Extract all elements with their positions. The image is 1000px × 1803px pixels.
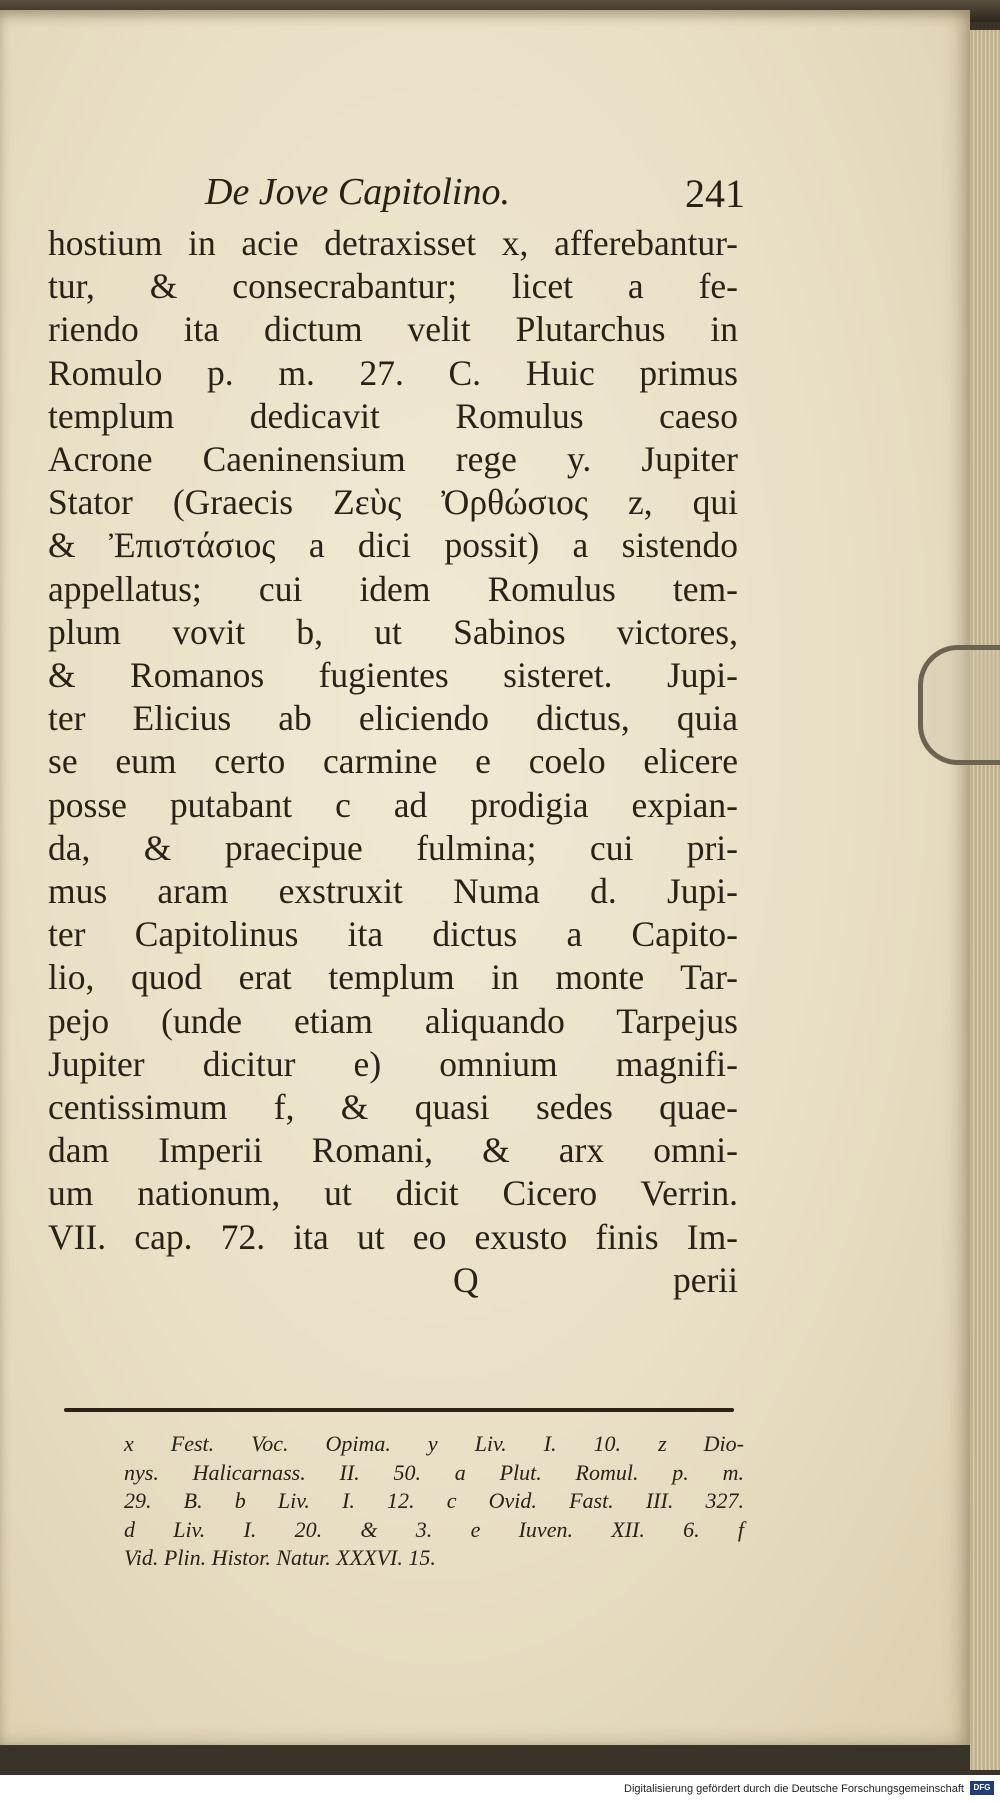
text-line: centissimum f, & quasi sedes quae-: [48, 1087, 738, 1128]
text-line: Acrone Caeninensium rege y. Jupiter: [48, 439, 738, 480]
dfg-logo-icon: DFG: [970, 1781, 994, 1795]
footnote-line: 29. B. b Liv. I. 12. c Ovid. Fast. III. 327.: [124, 1488, 744, 1513]
text-line: pejo (unde etiam aliquando Tarpejus: [48, 1000, 738, 1041]
credit-text: Digitalisierung gefördert durch die Deutsche Forschungsgemeinschaft: [624, 1783, 964, 1795]
footnote-line: d Liv. I. 20. & 3. e Iuven. XII. 6. f: [124, 1516, 744, 1542]
text-line: ter Elicius ab eliciendo dictus, quia: [48, 698, 738, 739]
catchword: perii: [672, 1259, 738, 1300]
footnote-line: Vid. Plin. Histor. Natur. XXXVI. 15.: [124, 1545, 436, 1570]
text-line: tur, & consecrabantur; licet a fe-: [48, 266, 738, 307]
footnotes: [124, 1430, 744, 1573]
book-page: [0, 10, 970, 1745]
page-clip: [918, 645, 1000, 765]
footnote-line: x Fest. Voc. Opima. y Liv. I. 10. z Dio-: [124, 1431, 744, 1456]
footnote-rule: [64, 1408, 734, 1412]
text-line: se eum certo carmine e coelo elicere: [48, 741, 738, 782]
text-line: plum vovit b, ut Sabinos victores,: [48, 611, 738, 652]
footnote-line: nys. Halicarnass. II. 50. a Plut. Romul. p. m.: [124, 1459, 744, 1485]
page-number: 241: [685, 171, 745, 216]
text-line: mus aram exstruxit Numa d. Jupi-: [48, 871, 738, 912]
text-line: Stator (Graecis Ζεὺς Ὀρθώσιος z, qui: [48, 482, 738, 523]
text-line: & Ἐπιστάσιος a dici possit) a sistendo: [48, 525, 738, 566]
page-stack-edge: [970, 30, 1000, 1770]
catchword-line: [48, 1259, 738, 1302]
running-title: De Jove Capitolino.: [205, 171, 510, 213]
text-line: Romulo p. m. 27. C. Huic primus: [48, 352, 738, 393]
page-header: [205, 170, 745, 220]
text-line: posse putabant c ad prodigia expian-: [48, 784, 738, 825]
text-line: Jupiter dicitur e) omnium magnifi-: [48, 1043, 738, 1084]
text-line: templum dedicavit Romulus caeso: [48, 395, 738, 436]
text-line: lio, quod erat templum in monte Tar-: [48, 957, 738, 998]
signature-mark: Q: [453, 1259, 479, 1300]
text-line: ter Capitolinus ita dictus a Capito-: [48, 914, 738, 955]
text-line: dam Imperii Romani, & arx omni-: [48, 1130, 738, 1171]
body-text: [48, 222, 738, 1302]
text-line: VII. cap. 72. ita ut eo exusto finis Im-: [48, 1216, 738, 1257]
text-line: um nationum, ut dicit Cicero Verrin.: [48, 1173, 738, 1214]
text-line: riendo ita dictum velit Plutarchus in: [48, 309, 738, 350]
text-line: appellatus; cui idem Romulus tem-: [48, 568, 738, 609]
credit-bar: [0, 1775, 1000, 1803]
text-line: da, & praecipue fulmina; cui pri-: [48, 827, 738, 868]
text-line: hostium in acie detraxisset x, afferebantur-: [48, 223, 738, 263]
text-line: & Romanos fugientes sisteret. Jupi-: [48, 655, 738, 696]
